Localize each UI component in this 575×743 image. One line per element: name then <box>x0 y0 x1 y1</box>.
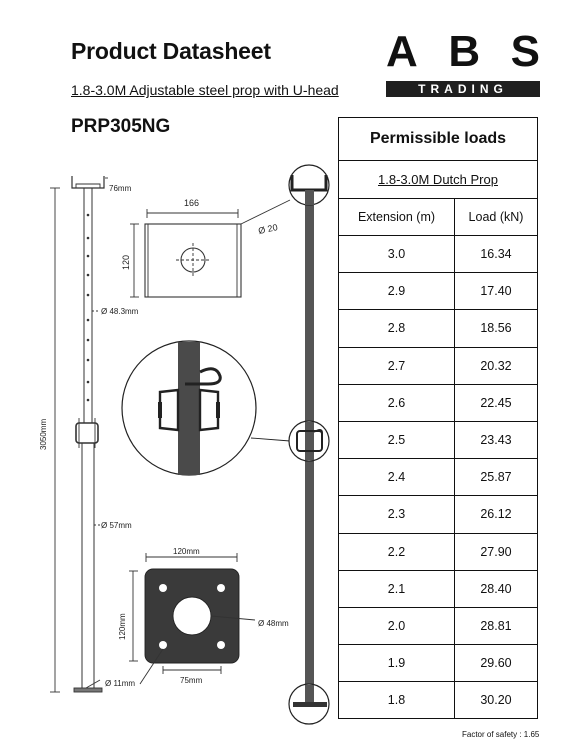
load-cell: 30.20 <box>454 682 537 719</box>
load-cell: 16.34 <box>454 236 537 273</box>
inner-tube <box>84 188 92 423</box>
safety-factor-note: Factor of safety : 1.65 <box>462 730 540 739</box>
base-plate-center-hole <box>173 597 211 635</box>
extension-cell: 2.3 <box>339 496 455 533</box>
load-cell: 17.40 <box>454 273 537 310</box>
extension-cell: 3.0 <box>339 236 455 273</box>
prop-elevation <box>50 176 108 692</box>
top-plate-hole-label: Ø 20 <box>257 222 279 236</box>
product-code: PRP305NG <box>71 116 171 137</box>
inner-tube-dia-label: Ø 48.3mm <box>101 307 139 316</box>
base-plate-height-label: 120mm <box>118 613 127 640</box>
table-row <box>339 645 538 682</box>
top-plate-width-label: 166 <box>184 198 200 208</box>
load-cell: 28.40 <box>454 570 537 607</box>
base-hole-spacing-label: 75mm <box>180 676 203 685</box>
product-subtitle: 1.8-3.0M Adjustable steel prop with U-head <box>71 82 339 98</box>
load-cell: 26.12 <box>454 496 537 533</box>
extension-cell: 2.5 <box>339 421 455 458</box>
table-row <box>339 310 538 347</box>
load-cell: 28.81 <box>454 607 537 644</box>
table-row <box>339 682 538 719</box>
uhead-height-label: 76mm <box>109 184 132 193</box>
col-header-extension: Extension (m) <box>339 199 455 236</box>
outer-tube-dia-label: Ø 57mm <box>101 521 132 530</box>
collar-detail-wing-right <box>200 390 218 430</box>
extension-cell: 2.6 <box>339 384 455 421</box>
logo-tagline: TRADING <box>386 81 540 97</box>
table-row <box>339 533 538 570</box>
collar-detail-wing-left <box>160 390 178 430</box>
base-plate-detail <box>129 553 255 684</box>
col-header-load: Load (kN) <box>454 199 537 236</box>
logo-letter: A <box>386 27 418 76</box>
outer-tube <box>82 443 94 690</box>
base-plate-width-label: 120mm <box>173 547 200 556</box>
extension-cell: 2.9 <box>339 273 455 310</box>
extension-cell: 2.0 <box>339 607 455 644</box>
top-plate-detail <box>130 200 290 297</box>
extension-cell: 2.1 <box>339 570 455 607</box>
extension-cell: 2.4 <box>339 459 455 496</box>
table-row <box>339 384 538 421</box>
load-cell: 23.43 <box>454 421 537 458</box>
extension-cell: 1.9 <box>339 645 455 682</box>
load-cell: 22.45 <box>454 384 537 421</box>
loads-table-title: Permissible loads <box>339 118 538 161</box>
extension-cell: 2.7 <box>339 347 455 384</box>
permissible-loads-table <box>338 117 538 719</box>
extension-cell: 1.8 <box>339 682 455 719</box>
table-row <box>339 570 538 607</box>
overall-length-label: 3050mm <box>39 418 48 450</box>
logo-letter: B <box>448 27 481 76</box>
table-row <box>339 347 538 384</box>
table-row <box>339 236 538 273</box>
prop-side-view <box>289 165 329 724</box>
table-row <box>339 607 538 644</box>
collar-detail-tube <box>178 342 200 475</box>
table-row <box>339 421 538 458</box>
load-cell: 18.56 <box>454 310 537 347</box>
top-plate-height-label: 120 <box>121 254 131 270</box>
table-row <box>339 459 538 496</box>
extension-cell: 2.8 <box>339 310 455 347</box>
pin-holes <box>87 214 90 402</box>
table-row <box>339 496 538 533</box>
logo-letter: S <box>510 27 540 76</box>
page-title: Product Datasheet <box>71 38 271 64</box>
load-cell: 25.87 <box>454 459 537 496</box>
table-row <box>339 273 538 310</box>
base-bolt-hole-label: Ø 11mm <box>105 679 136 688</box>
extension-cell: 2.2 <box>339 533 455 570</box>
base-plate-side <box>74 688 102 692</box>
loads-table-body <box>339 236 538 719</box>
load-cell: 27.90 <box>454 533 537 570</box>
load-cell: 20.32 <box>454 347 537 384</box>
loads-table-subtitle: 1.8-3.0M Dutch Prop <box>339 161 538 199</box>
collar-detail <box>122 341 290 475</box>
load-cell: 29.60 <box>454 645 537 682</box>
u-head <box>72 176 104 188</box>
base-plate-hole-label: Ø 48mm <box>258 619 289 628</box>
